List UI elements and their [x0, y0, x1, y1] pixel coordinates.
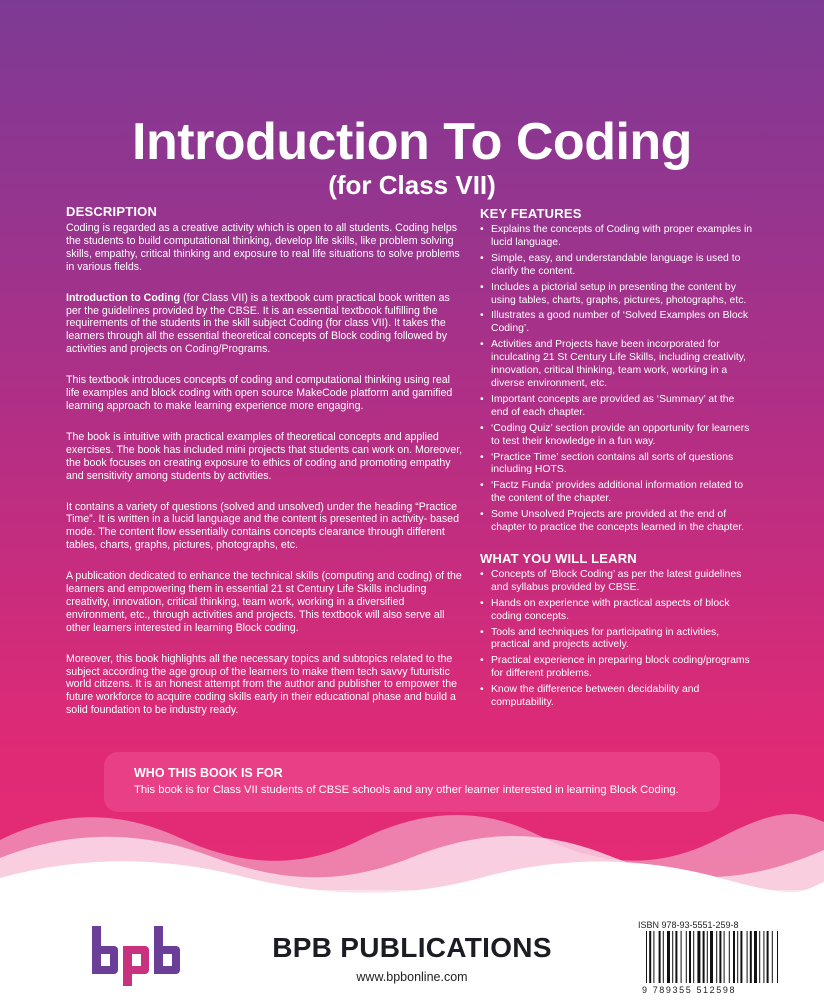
barcode-bar	[750, 931, 752, 983]
description-paragraph: Moreover, this book highlights all the necessary topics and subtopics related to the subject according the age group of the learners to make them tech savvy futuristic world citizens. It is an honest attempt from the author and publisher to empower the future workforce to acquire coding skills early in their educational phase and build a solid foundation to be industry ready.	[66, 652, 457, 717]
list-item: • Concepts of ‘Block Coding’ as per the latest guidelines and syllabus provided by CBSE.	[480, 569, 754, 595]
barcode-bar	[686, 931, 687, 983]
isbn-label: ISBN 978-93-5551-259-8	[638, 920, 739, 930]
barcode-bar	[710, 931, 713, 983]
barcode-bar	[719, 931, 721, 983]
publisher-website: www.bpbonline.com	[356, 970, 468, 984]
features-column	[480, 206, 754, 713]
barcode-bar	[747, 931, 748, 983]
description-paragraph: The book is intuitive with practical examples of theoretical concepts and applied exercises. The book has included mini projects that students can work on. Moreover, the book focuses on creating exposure to ethics of coding and promoting empathy and sensitivity among students by activities.	[66, 430, 463, 482]
barcode-bar	[646, 931, 647, 983]
list-item: • Important concepts are provided as ‘Summary’ at the end of each chapter.	[480, 394, 754, 420]
description-heading: DESCRIPTION	[66, 204, 158, 219]
list-item: • Hands on experience with practical aspects of block coding concepts.	[480, 598, 754, 624]
description-paragraph: This textbook introduces concepts of coding and computational thinking using real life examples and block coding with open source MakeCode platform and gamified learning approach to make learning experience more engaging.	[66, 374, 453, 412]
learn-list	[480, 569, 754, 710]
who-heading: WHO THIS BOOK IS FOR	[134, 766, 283, 780]
barcode-bar	[763, 931, 764, 983]
list-item: • Includes a pictorial setup in presenting the content by using tables, charts, graphs, pictures, photographs, etc.	[480, 282, 754, 308]
barcode-bar	[777, 931, 778, 983]
barcode-bar	[729, 931, 730, 983]
barcode-bar	[716, 931, 717, 983]
paragraph-text: (for Class VII) is a textbook cum practical book written as per the guidelines provided by the CBSE. It is an essential textbook fulfilling the requirements of the students in the skill subject Coding (for class VII). It takes the learners through all the essential theoretical concepts of Block coding followed by activities and projects on Coding/Programs.	[66, 291, 450, 356]
barcode	[638, 931, 824, 991]
book-subtitle: (for Class VII)	[328, 170, 496, 200]
barcode-digits: 9 789355 512598	[642, 985, 737, 995]
list-item: • Simple, easy, and understandable language is used to clarify the content.	[480, 253, 754, 279]
list-item: • Explains the concepts of Coding with proper examples in lucid language.	[480, 224, 754, 250]
list-item: • Some Unsolved Projects are provided at the end of chapter to practice the concepts learned in the chapter.	[480, 509, 754, 535]
list-item: • Know the difference between decidability and computability.	[480, 684, 754, 710]
description-paragraph	[66, 292, 464, 357]
book-name-bold: Introduction to Coding	[66, 291, 181, 304]
who-text: This book is for Class VII students of CBSE schools and any other learner interested in learning Block Coding.	[134, 784, 679, 796]
description-paragraph: A publication dedicated to enhance the technical skills (computing and coding) of the learners and empowering them in essential 21 st Century Life Skills including creativity, innovation, critical thinking, team work, working in a diversified environment, etc., through activities and projects. This textbook will also serve all other learners interested in learning Block coding.	[66, 570, 462, 634]
barcode-bar	[724, 931, 725, 983]
description-paragraph: Coding is regarded as a creative activity which is open to all students. Coding helps the students to build computational thinking, develop life skills, like problem solving skills, empathy, critical thinking and exposure to real life situations to solve problems in various fields.	[66, 222, 460, 273]
barcode-bar	[693, 931, 694, 983]
list-item: • ‘Coding Quiz’ section provide an opportunity for learners to test their knowledge in a fun way.	[480, 423, 754, 449]
barcode-bar	[697, 931, 700, 983]
list-item: • Practical experience in preparing block coding/programs for different problems.	[480, 655, 754, 681]
list-item: • Tools and techniques for participating in activities, practical and projects actively.	[480, 627, 754, 653]
barcode-bar	[649, 931, 651, 983]
barcode-bar	[659, 931, 661, 983]
description-section	[66, 204, 464, 735]
key-features-list	[480, 224, 754, 535]
barcode-bar	[675, 931, 677, 983]
wave-decoration	[0, 800, 824, 910]
who-this-book-is-for-box	[104, 752, 720, 812]
barcode-bar	[667, 931, 670, 983]
barcode-bar	[689, 931, 691, 983]
barcode-bar	[740, 931, 742, 983]
list-item: • Illustrates a good number of ‘Solved Examples on Block Coding’.	[480, 310, 754, 336]
barcode-bar	[767, 931, 769, 983]
barcode-bar	[653, 931, 654, 983]
list-item: • ‘Practice Time’ section contains all sorts of questions including HOTS.	[480, 452, 754, 478]
barcode-bar	[737, 931, 738, 983]
description-paragraph: It contains a variety of questions (solved and unsolved) under the heading “Practice Time”. It is written in a lucid language and the content is presented in activity- based mode. The content flow essentially contains concepts clearance through different tables, charts, graphs, pictures, photographs, etc.	[66, 500, 459, 552]
barcode-bar	[663, 931, 664, 983]
key-features-heading: KEY FEATURES	[480, 206, 582, 221]
barcode-bar	[754, 931, 757, 983]
list-item: • ‘Factz Funda’ provides additional information related to the content of the chapter.	[480, 480, 754, 506]
barcode-bar	[772, 931, 773, 983]
barcode-bar	[759, 931, 760, 983]
barcode-bar	[672, 931, 673, 983]
barcode-bar	[733, 931, 735, 983]
barcode-bar	[703, 931, 705, 983]
book-title: Introduction To Coding	[132, 113, 692, 171]
what-you-will-learn-heading: WHAT YOU WILL LEARN	[480, 550, 637, 566]
list-item: • Activities and Projects have been incorporated for inculcating 21 St Century Life Skills, including creativity, innovation, critical thinking, team work, working in a diverse environment, etc.	[480, 339, 754, 391]
barcode-bar	[681, 931, 682, 983]
barcode-bar	[707, 931, 708, 983]
publisher-name: BPB PUBLICATIONS	[272, 932, 552, 963]
